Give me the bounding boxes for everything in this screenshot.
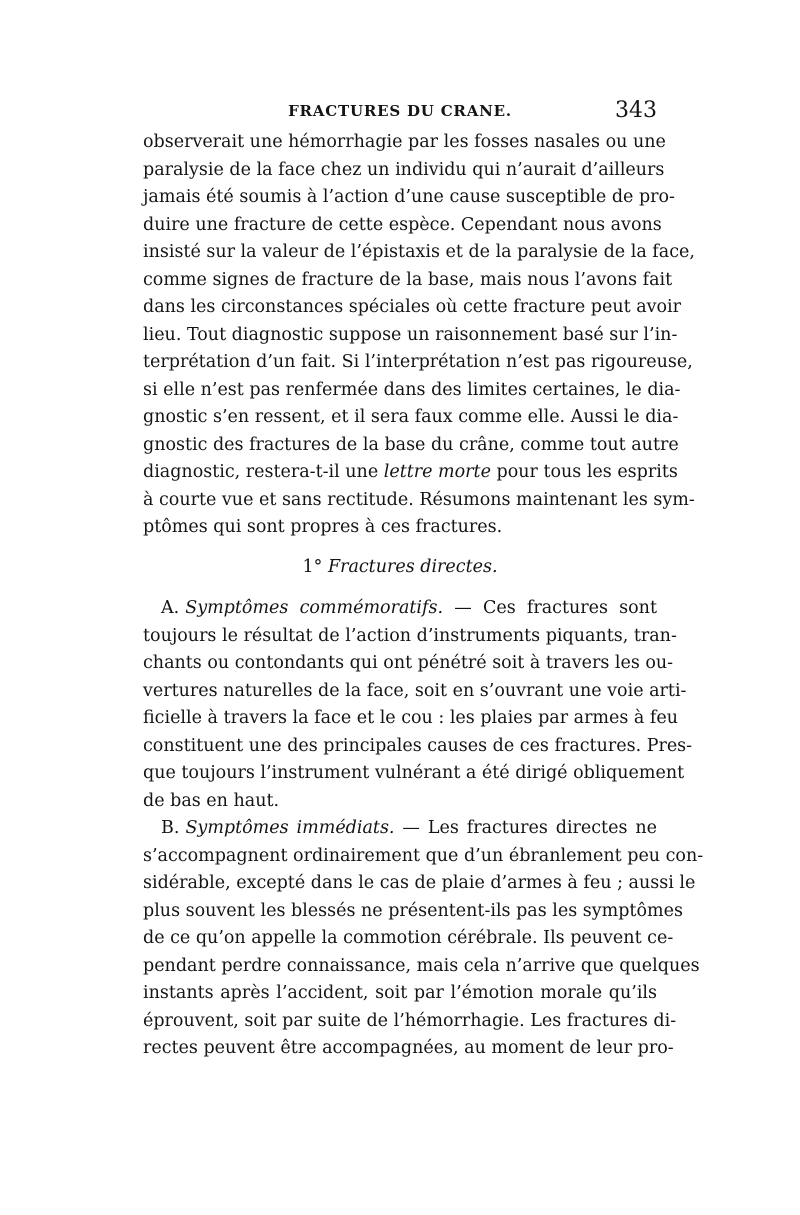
paragraph-section-a: [143, 595, 693, 815]
paragraph-intro: [143, 129, 695, 542]
section-heading: [143, 554, 657, 582]
text-line: observerait une hémorrhagie par les fosses nasales ou une: [143, 132, 666, 152]
running-title: FRACTURES DU CRANE.: [288, 102, 512, 120]
section-title: Fractures directes.: [327, 556, 498, 577]
subsection-title: Symptômes immédiats.: [185, 818, 395, 838]
text-line: paralysie de la face chez un individu qui n’aurait d’ailleurs: [143, 159, 665, 180]
subsection-heading-line: [143, 595, 657, 623]
paragraph-section-b: [143, 815, 704, 1063]
text-line: ficielle à travers la face et le cou : les plaies par armes à feu: [143, 708, 679, 728]
text-line: de ce qu’on appelle la commotion cérébrale. Ils peuvent ce-: [143, 928, 674, 948]
text-line: de bas en haut.: [143, 790, 280, 811]
text-line: terprétation d’un fait. Si l’interprétation n’est pas rigoureuse,: [143, 352, 693, 372]
text-line: plus souvent les blessés ne présentent-ils pas les symptômes: [143, 900, 683, 921]
text-line-with-emphasis: [143, 459, 678, 487]
text-line: gnostic s’en ressent, et il sera faux comme elle. Aussi le dia-: [143, 407, 679, 427]
text-line: chants ou contondants qui ont pénétré soit à travers les ou-: [143, 653, 674, 673]
text-line: éprouvent, soit par suite de l’hémorrhagie. Les fractures di-: [143, 1010, 677, 1031]
text-segment: diagnostic, restera-t-il une: [143, 462, 384, 482]
subsection-label: B.: [161, 818, 180, 838]
text-line: constituent une des principales causes de ces fractures. Pres-: [143, 735, 693, 756]
text-line: jamais été soumis à l’action d’une cause susceptible de pro-: [143, 187, 675, 207]
text-line: vertures naturelles de la face, soit en s’ouvrant une voie arti-: [143, 680, 687, 701]
text-segment: — Ces fractures sont: [454, 598, 657, 618]
text-line: insisté sur la valeur de l’épistaxis et de la paralysie de la face,: [143, 242, 695, 262]
text-line: que toujours l’instrument vulnérant a été dirigé obliquement: [143, 763, 685, 783]
text-segment: — Les fractures directes ne: [402, 818, 657, 838]
page-body: [143, 129, 704, 1063]
text-segment: pour tous les esprits: [490, 462, 678, 482]
text-line: lieu. Tout diagnostic suppose un raisonnement basé sur l’in-: [143, 324, 678, 345]
text-line: toujours le résultat de l’action d’instruments piquants, tran-: [143, 625, 677, 646]
subsection-title: Symptômes commémoratifs.: [185, 598, 444, 618]
text-line: si elle n’est pas renfermée dans des limites certaines, le dia-: [143, 379, 681, 400]
text-line: pendant perdre connaissance, mais cela n’arrive que quelques: [143, 955, 700, 976]
text-line: duire une fracture de cette espèce. Cependant nous avons: [143, 214, 662, 235]
page-header: [143, 98, 657, 128]
text-line: à courte vue et sans rectitude. Résumons maintenant les sym-: [143, 489, 695, 510]
text-line: instants après l’accident, soit par l’émotion morale qu’ils: [143, 983, 657, 1003]
page-number: 343: [615, 98, 657, 123]
text-line: comme signes de fracture de la base, mais nous l’avons fait: [143, 269, 673, 290]
text-line: ptômes qui sont propres à ces fractures.: [143, 517, 503, 537]
subsection-label: A.: [161, 598, 180, 618]
text-line: gnostic des fractures de la base du crâne, comme tout autre: [143, 434, 679, 455]
emphasis-lettre-morte: lettre morte: [383, 462, 491, 482]
text-line: rectes peuvent être accompagnées, au moment de leur pro-: [143, 1038, 674, 1058]
text-line: dans les circonstances spéciales où cette fracture peut avoir: [143, 297, 682, 317]
section-number: 1°: [302, 556, 323, 577]
subsection-heading-line: [143, 815, 657, 843]
text-line: sidérable, excepté dans le cas de plaie d’armes à feu ; aussi le: [143, 873, 696, 893]
text-line: s’accompagnent ordinairement que d’un ébranlement peu con-: [143, 845, 704, 866]
